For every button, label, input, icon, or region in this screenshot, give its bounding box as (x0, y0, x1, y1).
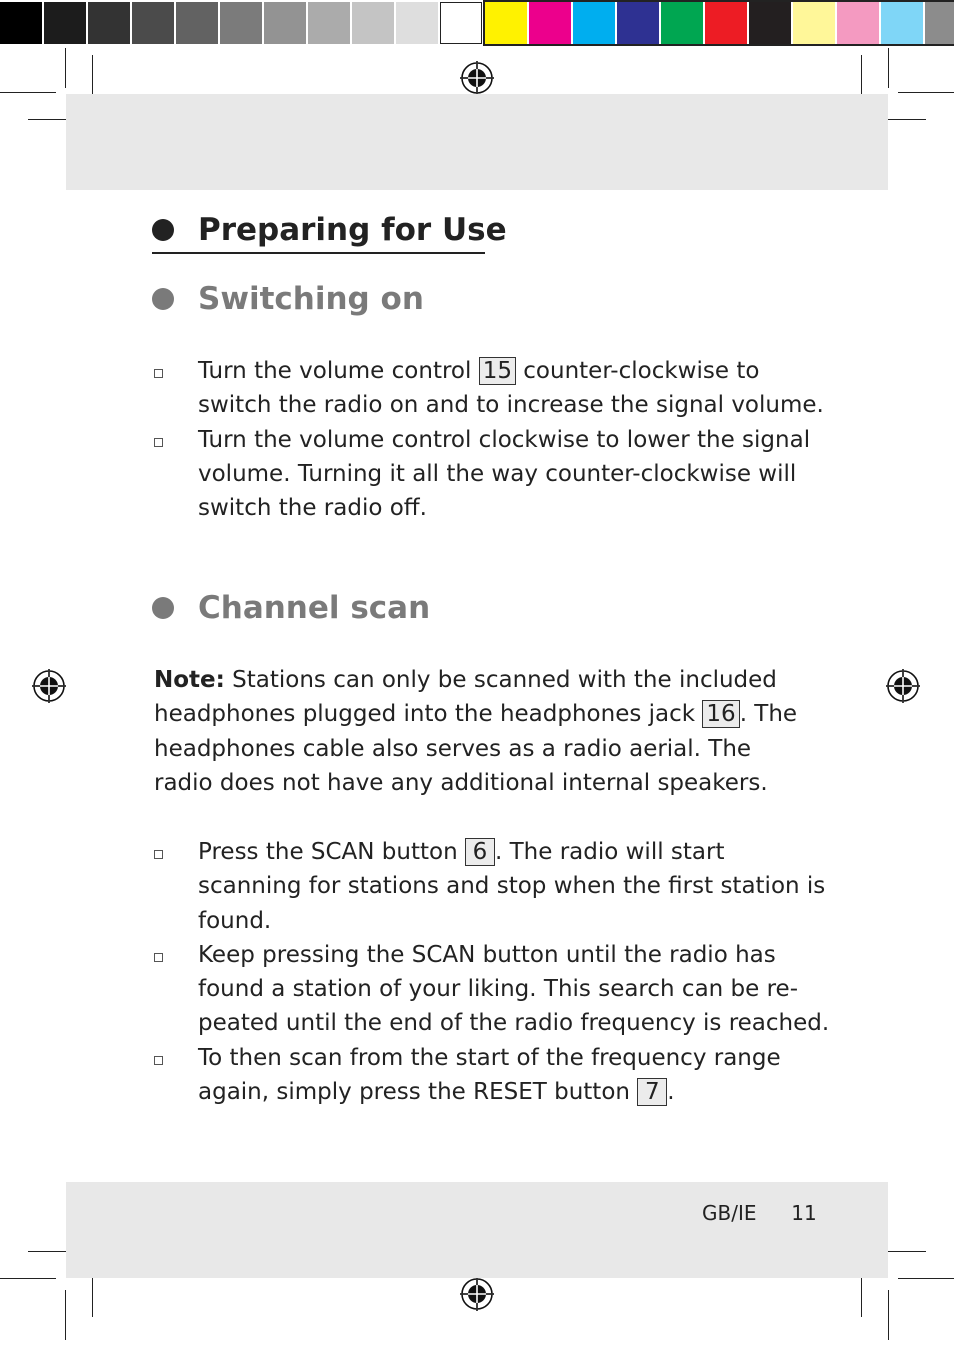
crop-mark (65, 1290, 66, 1340)
checkbox-square-icon (154, 953, 163, 962)
gray-swatch (0, 2, 42, 44)
list-item-text: Turn the volume control (198, 358, 479, 384)
part-reference-badge: 15 (479, 357, 516, 385)
list-item-text: . The radio will start scanning for stations and stop when the first station is found. (198, 839, 826, 934)
color-calibration-strip (483, 0, 954, 46)
gray-swatch (220, 2, 262, 44)
list-item-text: Press the SCAN button (198, 839, 465, 865)
crop-mark (65, 48, 66, 88)
channel-scan-list (152, 835, 832, 1109)
color-swatch (705, 2, 747, 44)
bullet-dot-icon (152, 597, 174, 619)
list-item-text: counter-clockwise to switch the radio on and to increase the signal volume. (198, 358, 824, 419)
list-item (152, 354, 832, 423)
list-item (152, 938, 832, 1041)
registration-mark-icon (460, 61, 494, 95)
color-swatch (485, 2, 527, 44)
gray-swatch (396, 2, 438, 44)
color-swatch (837, 2, 879, 44)
crop-mark (888, 1290, 889, 1340)
color-swatch (661, 2, 703, 44)
list-item-text: Turn the volume control clockwise to lower the signal volume. Turning it all the way counter-clockwise will switch the radio off. (198, 426, 811, 522)
color-swatch (529, 2, 571, 44)
checkbox-square-icon (154, 1056, 163, 1065)
gray-calibration-strip (0, 0, 484, 46)
list-item-text: Keep pressing the SCAN button until the radio has found a station of your liking. This search can be re-peated until the end of the radio frequency is reached. (198, 941, 830, 1037)
crop-mark (898, 92, 954, 93)
part-reference-badge: 16 (702, 700, 739, 728)
registration-mark-icon (460, 1277, 494, 1311)
gray-swatch (132, 2, 174, 44)
crop-mark (888, 48, 889, 88)
color-swatch (925, 2, 954, 44)
list-item (152, 835, 832, 938)
gray-swatch (44, 2, 86, 44)
switching-on-list (152, 354, 832, 525)
crop-mark (882, 1251, 926, 1252)
color-swatch (617, 2, 659, 44)
page-number: 11 (791, 1201, 817, 1225)
gray-swatch (440, 2, 482, 44)
section-heading-switching-on (152, 281, 424, 317)
crop-mark (92, 55, 93, 99)
note-text: Stations can only be scanned with the included headphones plugged into the headphones jack (154, 667, 777, 728)
checkbox-square-icon (154, 850, 163, 859)
checkbox-square-icon (154, 369, 163, 378)
registration-mark-icon (32, 669, 66, 703)
page-footer (702, 1201, 817, 1225)
part-reference-badge: 6 (465, 838, 495, 866)
list-item-text: . (667, 1079, 675, 1106)
heading-underline (152, 252, 485, 254)
color-swatch (793, 2, 835, 44)
section-heading-preparing (152, 212, 507, 248)
footer-panel (66, 1182, 888, 1278)
section-heading-channel-scan (152, 590, 430, 626)
registration-mark-icon (886, 669, 920, 703)
footer-region: GB/IE (702, 1201, 757, 1225)
crop-mark (0, 1278, 56, 1279)
checkbox-square-icon (154, 438, 163, 447)
gray-swatch (308, 2, 350, 44)
heading-text: Preparing for Use (198, 212, 507, 248)
bullet-dot-icon (152, 219, 174, 241)
list-item (152, 1041, 832, 1110)
gray-swatch (88, 2, 130, 44)
crop-mark (898, 1278, 954, 1279)
part-reference-badge: 7 (637, 1078, 667, 1106)
list-item-text: To then scan from the start of the frequency range again, simply press the RESET button (198, 1044, 781, 1106)
heading-text: Channel scan (198, 590, 431, 626)
color-swatch (573, 2, 615, 44)
header-panel (66, 94, 888, 190)
crop-mark (882, 119, 926, 120)
color-swatch (881, 2, 923, 44)
crop-mark (861, 55, 862, 99)
note-text: . The headphones cable also serves as a radio aerial. The radio does not have any additional internal speakers. (154, 701, 798, 796)
note-label: Note: (154, 667, 225, 693)
note-paragraph (154, 663, 814, 800)
heading-text: Switching on (198, 281, 424, 317)
crop-mark (0, 92, 56, 93)
color-swatch (749, 2, 791, 44)
bullet-dot-icon (152, 288, 174, 310)
gray-swatch (176, 2, 218, 44)
gray-swatch (264, 2, 306, 44)
list-item (152, 423, 832, 526)
gray-swatch (352, 2, 394, 44)
